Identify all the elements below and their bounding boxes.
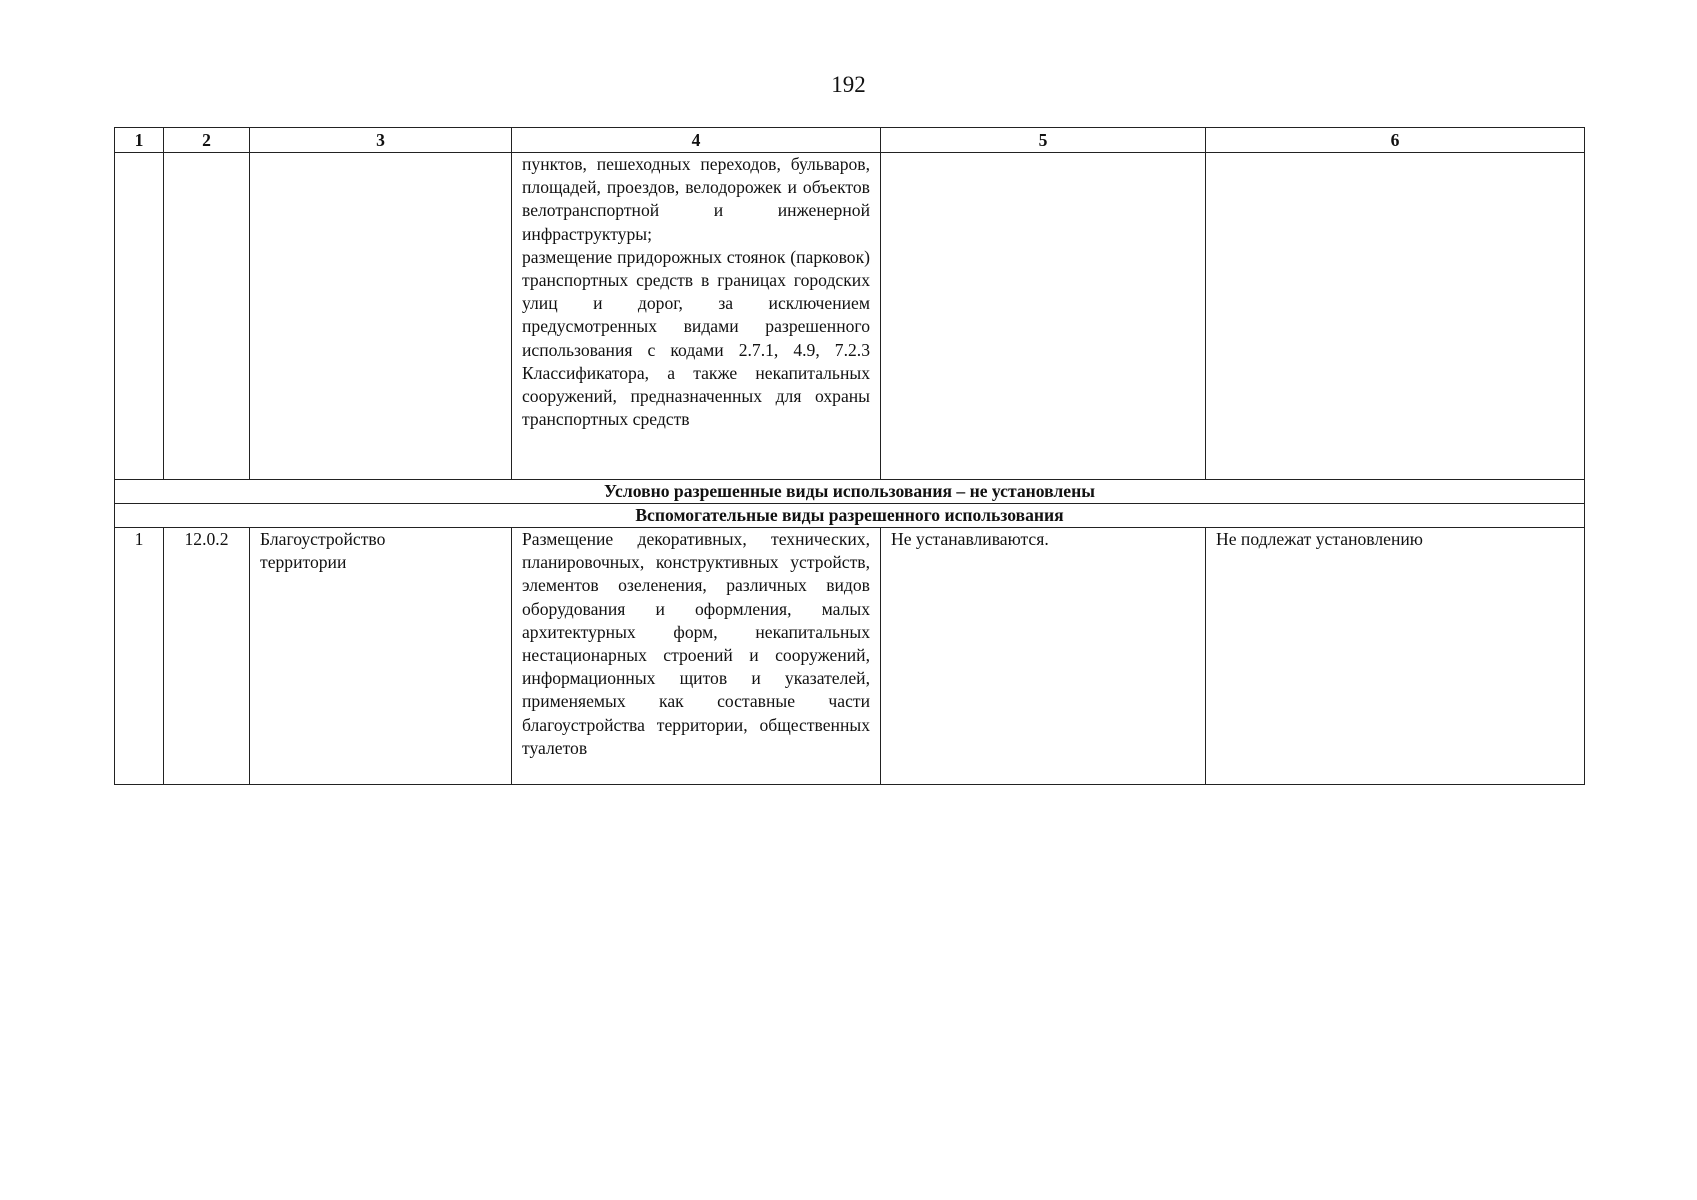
cont-cell-2 bbox=[164, 153, 250, 480]
section-row-conditional bbox=[115, 480, 1585, 504]
header-col-1: 1 bbox=[115, 128, 164, 153]
aux-cell-code: 12.0.2 bbox=[164, 528, 250, 785]
aux-cell-name: Благоустройство территории bbox=[250, 528, 512, 785]
aux-cell-description: Размещение декоративных, технических, планировочных, конструктивных устройств, элементов озеленения, различных видов оборудования и оформления, малых архитектурных форм, некапитальных нестационарных строений и сооружений, информационных щитов и указателей, применяемых как составные части благоустройства территории, общественных туалетов bbox=[512, 528, 881, 785]
header-col-3: 3 bbox=[250, 128, 512, 153]
auxiliary-row bbox=[115, 528, 1585, 785]
cont-cell-3 bbox=[250, 153, 512, 480]
regulations-table bbox=[114, 127, 1585, 785]
section-row-auxiliary bbox=[115, 504, 1585, 528]
cont-paragraph-1: пунктов, пешеходных переходов, бульваров, площадей, проездов, велодорожек и объектов велотранспортной и инженерной инфраструктуры; bbox=[522, 154, 870, 244]
aux-cell-number: 1 bbox=[115, 528, 164, 785]
cont-cell-6 bbox=[1206, 153, 1585, 480]
header-row bbox=[115, 128, 1585, 153]
aux-cell-restrictions: Не подлежат установлению bbox=[1206, 528, 1585, 785]
section-auxiliary-title: Вспомогательные виды разрешенного использования bbox=[115, 504, 1585, 528]
header-col-2: 2 bbox=[164, 128, 250, 153]
cont-paragraph-2: размещение придорожных стоянок (парковок) транспортных средств в границах городских улиц и дорог, за исключением предусмотренных видами разрешенного использования с кодами 2.7.1, 4.9, 7.2.3 Классификатора, а также некапитальных сооружений, предназначенных для охраны транспортных средств bbox=[522, 246, 870, 430]
cont-cell-4 bbox=[512, 153, 881, 480]
header-col-5: 5 bbox=[881, 128, 1206, 153]
cont-cell-1 bbox=[115, 153, 164, 480]
header-col-4: 4 bbox=[512, 128, 881, 153]
cont-cell-5 bbox=[881, 153, 1206, 480]
page-number: 192 bbox=[831, 72, 866, 97]
header-col-6: 6 bbox=[1206, 128, 1585, 153]
continuation-row bbox=[115, 153, 1585, 480]
section-conditional-title: Условно разрешенные виды использования – не установлены bbox=[115, 480, 1585, 504]
aux-cell-parameters: Не устанавливаются. bbox=[881, 528, 1206, 785]
